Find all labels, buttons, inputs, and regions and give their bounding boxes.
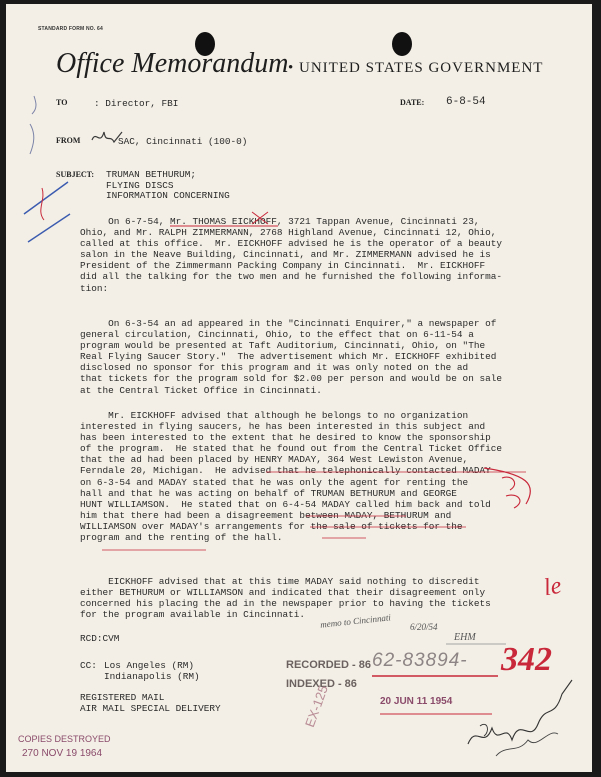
to-value: : Director, FBI <box>94 98 179 109</box>
ex-stamp: EX-125 <box>302 683 331 730</box>
text-line: On 6-3-54 an ad appeared in the "Cincinnati Enquirer," a newspaper of <box>80 318 497 329</box>
form-number: STANDARD FORM NO. 64 <box>38 26 104 32</box>
text-line: salon in the Neave Building, Cincinnati, and Mr. ZIMMERMANN advised he is <box>80 249 491 261</box>
handwritten-initials: EHM <box>454 632 476 643</box>
recorded-stamp: RECORDED - 86 <box>286 659 371 671</box>
copies-destroyed-stamp: COPIES DESTROYED <box>18 734 111 744</box>
handwritten-side-note: le <box>541 572 564 602</box>
serial-number: 342 <box>501 641 552 678</box>
text-line: EICKHOFF advised that at this time MADAY said nothing to discredit <box>80 576 480 587</box>
mail-line: AIR MAIL SPECIAL DELIVERY <box>80 703 221 715</box>
indexed-stamp: INDEXED - 86 <box>286 678 357 690</box>
text-line: him that there had been a disagreement between MADAY, BETHURUM and <box>80 509 452 521</box>
text-line: that the ad had been placed by HENRY MADAY, 364 West Lewiston Avenue, <box>80 454 469 466</box>
text-line: Ferndale 20, Michigan. He advised that he telephonically contacted MADAY <box>80 465 491 477</box>
paragraph-3 <box>80 410 502 543</box>
text-line: that tickets for the program sold for $2.00 per person and would be on sale <box>80 373 502 385</box>
text-line: has been interested to the extent that he desired to know the sponsorship <box>80 432 491 444</box>
from-value: SAC, Cincinnati (100-0) <box>118 136 248 147</box>
punch-hole <box>392 32 412 56</box>
paragraph-1 <box>80 216 502 294</box>
paragraph-4 <box>80 576 491 620</box>
cc-line: Indianapolis (RM) <box>104 671 200 683</box>
text-line: Real Flying Saucer Story." The advertisement which Mr. EICKHOFF exhibited <box>80 351 497 363</box>
text-line: general circulation, Cincinnati, Ohio, to the effect that on 6-11-54 a <box>80 329 474 341</box>
handwritten-memo-note: memo to Cincinnati <box>319 612 392 630</box>
subject-line: INFORMATION CONCERNING <box>106 190 230 201</box>
file-number-stamp: 62-83894- <box>372 650 468 671</box>
destroyed-date-stamp: 270 NOV 19 1964 <box>22 748 103 759</box>
mail-line: REGISTERED MAIL <box>80 692 165 703</box>
cc-list <box>104 660 200 682</box>
mail-instructions <box>80 692 221 714</box>
memo-subtitle <box>288 60 543 77</box>
text-line: for the program available in Cincinnati. <box>80 609 306 621</box>
agency-name: UNITED STATES GOVERNMENT <box>299 60 544 76</box>
text-line: HUNT WILLIAMSON. He stated that on 6-4-54 MADAY called him back and told <box>80 498 491 510</box>
text-line: Ohio, and Mr. RALPH ZIMMERMANN, 2768 Highland Avenue, Cincinnati 12, Ohio, <box>80 227 497 239</box>
memo-page <box>6 4 592 772</box>
text-line: disclosed no sponsor for this program and it was only noted on the ad <box>80 362 469 374</box>
typist-initials: RCD:CVM <box>80 633 120 644</box>
cc-label: CC: <box>80 660 97 671</box>
from-label: FROM <box>56 136 81 145</box>
to-label: TO <box>56 98 68 107</box>
text-line: program would be presented at Taft Auditorium, Cincinnati, Ohio, on "The <box>80 340 486 352</box>
subject-block <box>106 170 230 202</box>
date-label: DATE: <box>400 98 425 107</box>
text-line: on 6-3-54 and MADAY stated that he was only the agent for renting the <box>80 476 469 488</box>
text-line: Mr. EICKHOFF advised that although he belongs to no organization <box>80 410 469 421</box>
text-line: program and the renting of the hall. <box>80 532 283 544</box>
title-separator: • <box>288 60 295 76</box>
received-stamp: 20 JUN 11 1954 <box>380 696 453 707</box>
paragraph-2 <box>80 318 502 396</box>
cc-line: Los Angeles (RM) <box>104 660 195 671</box>
text-line: called at this office. Mr. EICKHOFF advised he is the operator of a beauty <box>80 238 502 250</box>
handwritten-memo-date: 6/20/54 <box>410 622 438 632</box>
text-line: On 6-7-54, Mr. THOMAS EICKHOFF, 3721 Tappan Avenue, Cincinnati 23, <box>80 216 480 227</box>
subject-line: FLYING DISCS <box>106 179 174 191</box>
date-value: 6-8-54 <box>446 96 486 108</box>
subject-line: TRUMAN BETHURUM; <box>106 169 197 180</box>
text-line: concerned his placing the ad in the newspaper prior to having the tickets <box>80 598 491 610</box>
subject-label: SUBJECT: <box>56 170 95 179</box>
text-line: interested in flying saucers, he has been interested in this subject and <box>80 421 486 433</box>
text-line: President of the Zimmermann Packing Company in Cincinnati. Mr. EICKHOFF <box>80 260 486 272</box>
memo-title: Office Memorandum <box>56 48 289 79</box>
text-line: did all the talking for the two men and he furnished the following informa- <box>80 271 502 283</box>
text-line: either BETHURUM or WILLIAMSON and indicated that their disagreement only <box>80 587 486 599</box>
text-line: of the program. He stated that he found out from the Central Ticket Office <box>80 443 502 455</box>
text-line: WILLIAMSON over MADAY's arrangements for the sale of tickets for the <box>80 520 463 532</box>
text-line: at the Central Ticket Office in Cincinnati. <box>80 384 322 396</box>
text-line: tion: <box>80 282 109 294</box>
text-line: hall and that he was acting on behalf of TRUMAN BETHURUM and GEORGE <box>80 487 457 499</box>
